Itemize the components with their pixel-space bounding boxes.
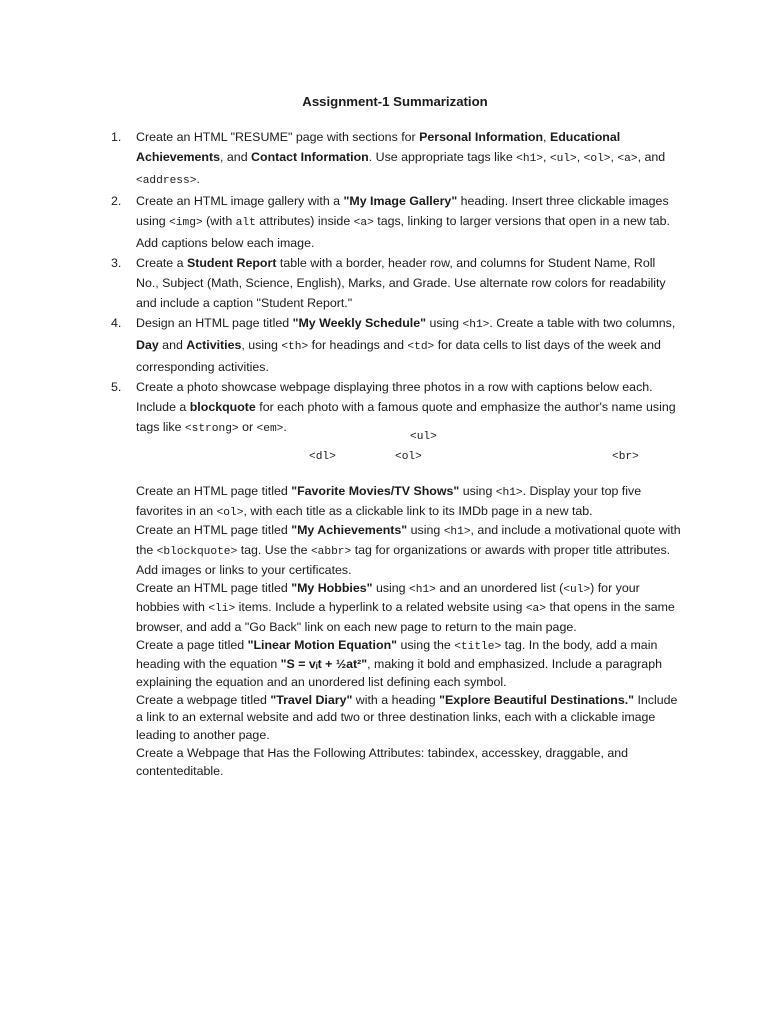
text-run: with a heading [352, 692, 440, 707]
item-number: 4. [111, 316, 122, 330]
text-run: heading. Insert three clickable images using [136, 194, 669, 228]
extra-task-3 [136, 580, 681, 637]
code-tag: <abbr> [310, 546, 352, 559]
code-tag: <em> [256, 423, 284, 435]
bold-text: "My Achievements" [291, 523, 408, 538]
text-run: using [372, 580, 410, 595]
text-run: for each photo with a famous quote and emphasize the author's name using tags like [136, 400, 676, 434]
text-run: , with each title as a clickable link to its IMDb page in a new tab. [243, 503, 593, 518]
bold-text: "Linear Motion Equation" [247, 637, 398, 652]
text-run: or [238, 420, 257, 434]
item-number: 1. [111, 130, 122, 144]
assignment-list [111, 127, 681, 439]
code-tag: <a> [617, 153, 638, 165]
bold-text: Educational Achievements [136, 130, 621, 164]
text-run: and [158, 338, 187, 352]
text-run: tag for organizations or awards with proper title attributes. Add images or links to your certificates. [136, 543, 671, 577]
extra-task-5 [136, 692, 681, 745]
code-tag: <th> [281, 341, 309, 353]
text-run: Create a webpage titled [136, 692, 271, 707]
code-tag: <img> [169, 217, 203, 229]
item-number: 3. [111, 256, 122, 270]
text-run: items. Include a hyperlink to a related website using [235, 600, 526, 615]
code-tag: <h1> [409, 583, 436, 596]
text-run: using the [397, 637, 455, 652]
text-run: Create an HTML page titled [136, 580, 292, 595]
text-run: Create an HTML page titled [136, 484, 292, 498]
bold-text: "Explore Beautiful Destinations." [439, 692, 635, 707]
text-run: Create an HTML "RESUME" page with sections for [136, 130, 420, 144]
code-tag: alt [235, 217, 256, 229]
bold-text: Contact Information [251, 150, 369, 164]
text-run: ) for your hobbies with [136, 580, 640, 615]
text-run: . Use appropriate tags like [368, 150, 517, 164]
code-tag: <h1> [443, 526, 471, 539]
code-tag: <h1> [462, 319, 490, 331]
text-run: Design an HTML page titled [136, 316, 293, 330]
text-run: using [407, 523, 444, 538]
code-tag: <td> [407, 341, 435, 353]
text-run: using [426, 316, 463, 330]
code-tag: <strong> [184, 423, 239, 435]
bold-text: "Travel Diary" [270, 692, 353, 707]
bold-text: blockquote [189, 400, 256, 414]
tag-ol: <ol> [395, 451, 422, 463]
text-run: , [610, 150, 618, 164]
bold-text: Student Report [186, 256, 277, 270]
code-tag: <a> [525, 603, 546, 616]
extra-tasks-list [136, 483, 681, 780]
text-run: , and [637, 150, 666, 164]
assignment-item-5 [111, 377, 681, 439]
bold-text: Personal Information [419, 130, 544, 144]
text-run: Create a photo showcase webpage displaying three photos in a row with captions below each. Include a [136, 380, 653, 414]
item-number: 2. [111, 194, 122, 208]
text-run: , and [220, 150, 252, 164]
text-run: that opens in the same browser, and add a "Go Back" link on each new page to return to the main page. [136, 600, 675, 634]
assignment-item-3 [111, 253, 681, 313]
document-title: Assignment-1 Summarization [302, 94, 488, 109]
text-run: Create an HTML image gallery with a [136, 194, 344, 208]
text-run: Create a [136, 256, 187, 270]
text-run: , and include a motivational quote with the [136, 523, 681, 558]
text-run: , using [241, 338, 282, 352]
text-run: using [459, 484, 496, 498]
text-run: (with [202, 214, 236, 228]
extra-task-4 [136, 637, 681, 692]
text-run: Create a page titled [136, 637, 248, 652]
code-tag: <h1> [516, 153, 544, 165]
text-run: tag. In the body, add a main heading with the equation [136, 637, 658, 672]
text-run: . Display your top five favorites in an [136, 484, 642, 518]
text-run: for data cells to list days of the week and corresponding activities. [136, 338, 661, 374]
text-run: , [543, 150, 550, 164]
code-tag: <blockquote> [156, 546, 238, 559]
code-tag: <a> [353, 217, 374, 229]
bold-text: "My Image Gallery" [343, 194, 458, 208]
text-run: tags, linking to larger versions that open in a new tab. Add captions below each image. [136, 214, 670, 250]
text-run: . [196, 172, 200, 186]
bold-text: "My Weekly Schedule" [292, 316, 426, 330]
extra-task-1 [136, 483, 681, 522]
tag-dl: <dl> [309, 451, 336, 463]
code-tag: <ul> [549, 153, 577, 165]
code-tag: <li> [208, 603, 236, 616]
text-run: table with a border, header row, and columns for Student Name, Roll No., Subject (Math, Science, English), Marks, and Grade. Use alternate row colors for readability and include a caption "Student Report." [136, 256, 666, 310]
code-tag: <title> [454, 640, 502, 653]
extra-task-2 [136, 522, 681, 579]
code-tag: <h1> [495, 487, 523, 499]
assignment-item-4 [111, 313, 681, 377]
text-run: attributes) inside [255, 214, 354, 228]
text-run: , making it bold and emphasized. Include a paragraph explaining the equation and an unordered list defining each symbol. [136, 657, 662, 690]
bold-text: "My Hobbies" [291, 580, 373, 595]
text-run: Include a link to an external website and add two or three destination links, each with a clickable image leading to another page. [136, 692, 678, 743]
text-run: . [283, 420, 287, 434]
text-run: Create an HTML page titled [136, 523, 292, 538]
text-run: for headings and [308, 338, 408, 352]
code-tag: <address> [136, 175, 197, 187]
code-tag: <ol> [216, 506, 244, 519]
code-tag: <ol> [583, 153, 611, 165]
tag-br: <br> [612, 451, 639, 463]
text-run: , [576, 150, 584, 164]
code-tag: <ul> [563, 583, 591, 596]
extra-task-6 [136, 745, 681, 780]
text-run: tag. Use the [237, 543, 311, 558]
bold-text: "Favorite Movies/TV Shows" [291, 484, 460, 498]
assignment-item-2 [111, 191, 681, 253]
tag-ul: <ul> [410, 431, 437, 443]
text-run: and an unordered list ( [435, 580, 564, 595]
bold-text: Activities [186, 338, 242, 352]
bold-text: Day [136, 338, 159, 352]
bold-text: "S = vᵢt + ½at²" [280, 657, 368, 672]
text-run: , [543, 130, 550, 144]
text-run: Create a Webpage that Has the Following Attributes: tabindex, accesskey, draggable, and contenteditable. [136, 745, 629, 778]
text-run: . Create a table with two columns, [489, 316, 676, 330]
item-number: 5. [111, 380, 122, 394]
assignment-item-1 [111, 127, 681, 191]
